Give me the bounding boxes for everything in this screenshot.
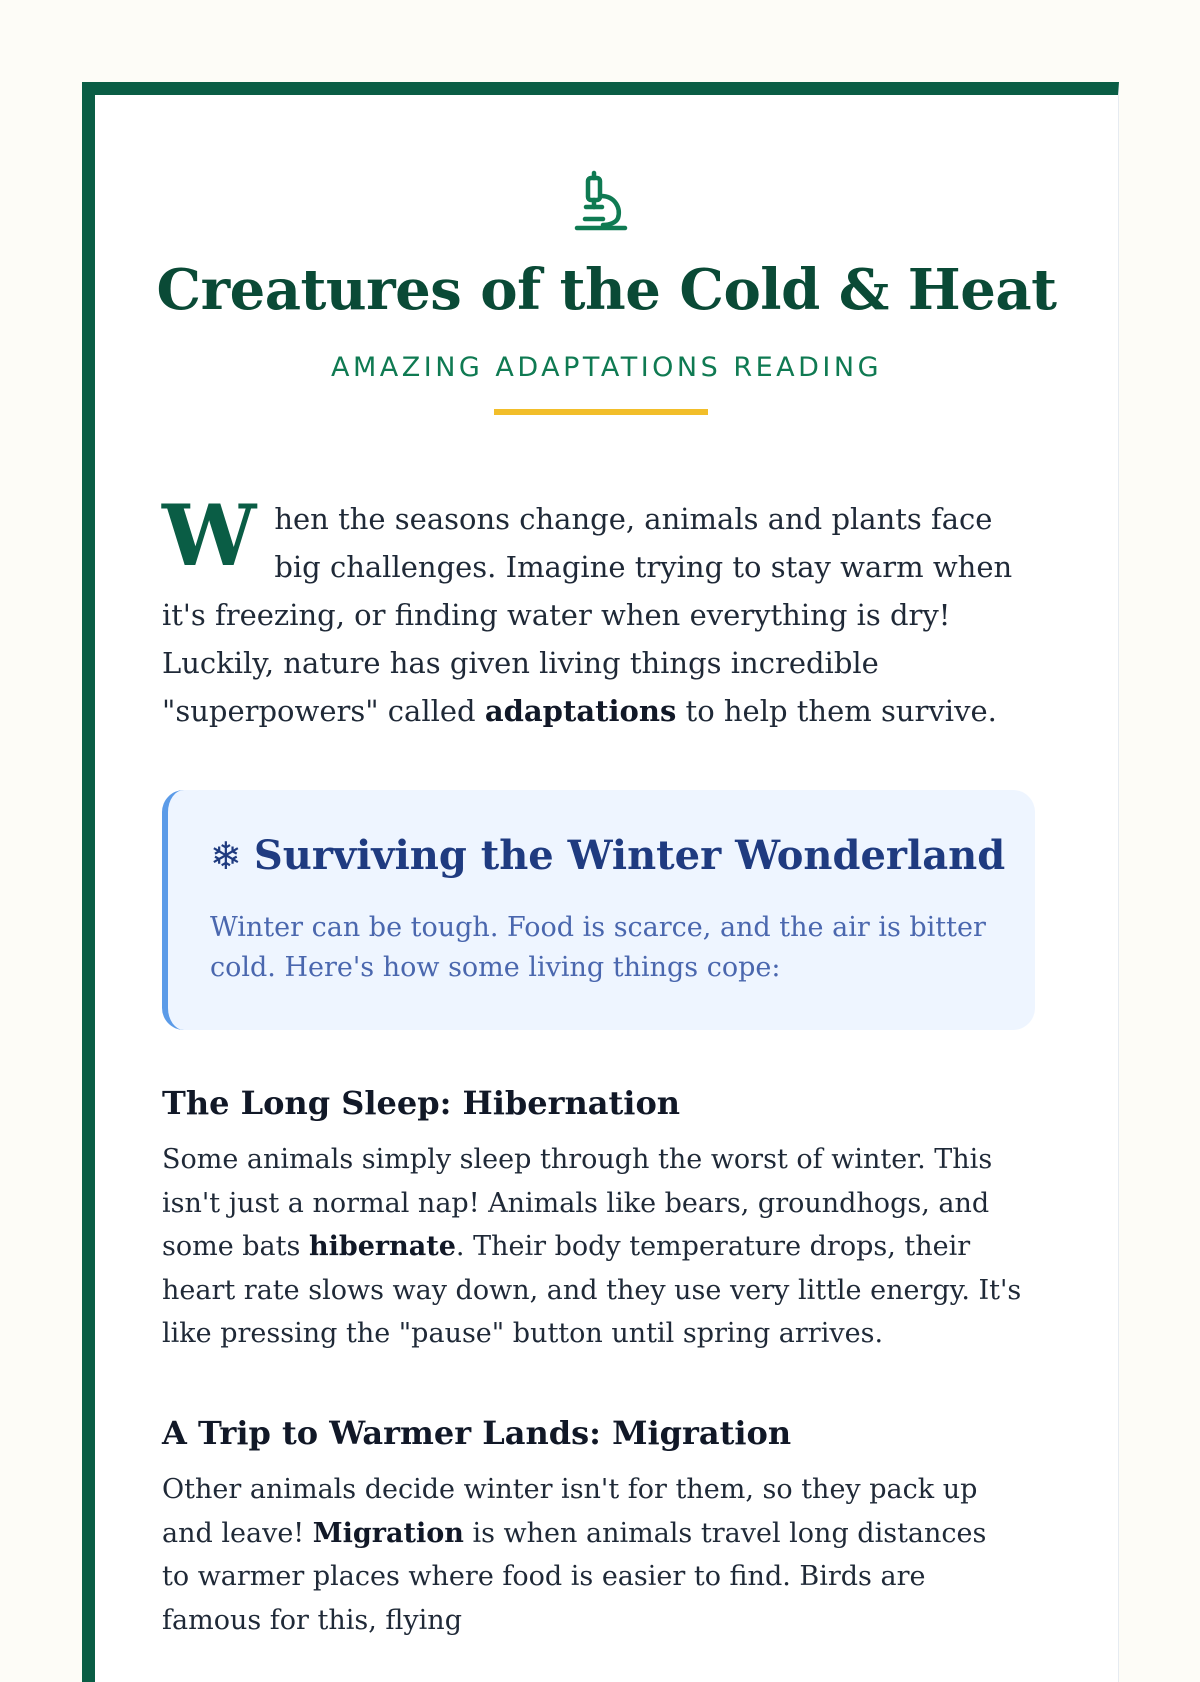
callout-text: Winter can be tough. Food is scarce, and the air is bitter cold. Here's how some living things cope: xyxy=(210,912,986,983)
section-paragraph-hibernation xyxy=(162,1138,1022,1356)
page-title: Creatures of the Cold & Heat xyxy=(156,257,1057,323)
intro-text-start: hen the seasons change, animals and plants face big challenges. Imagine trying to stay warm when it's freezing, or finding water when everything is dry! Luckily, nature has given living things incredible "superpowers" called xyxy=(162,502,1013,728)
section-keyword: Migration xyxy=(312,1517,464,1549)
section-text-end: . Their body temperature drops, their heart rate slows way down, and they use very little energy. It's like pressing the "pause" button until spring arrives. xyxy=(162,1231,1022,1349)
drop-cap: W xyxy=(162,486,257,585)
section-text-start: Some animals simply sleep through the worst of winter. This isn't just a normal nap! Animals like bears, groundhogs, and some bats xyxy=(162,1144,993,1262)
section-heading-hibernation: The Long Sleep: Hibernation xyxy=(162,1084,681,1122)
section-text-end: is when animals travel long distances to warmer places where food is easier to find. Birds are famous for this, flying xyxy=(162,1517,987,1636)
callout-title xyxy=(210,828,1005,884)
section-text-start: Other animals decide winter isn't for them, so they pack up and leave! xyxy=(162,1474,978,1549)
intro-keyword: adaptations xyxy=(484,694,677,728)
section-heading-migration: A Trip to Warmer Lands: Migration xyxy=(162,1414,792,1452)
intro-text-end: to help them survive. xyxy=(676,694,997,728)
callout-title-text: Surviving the Winter Wonderland xyxy=(253,832,1006,879)
microscope-icon xyxy=(571,170,631,234)
reading-card xyxy=(82,82,1119,1682)
section-keyword: hibernate xyxy=(308,1231,456,1262)
page-subtitle: AMAZING ADAPTATIONS READING xyxy=(331,352,882,383)
intro-paragraph xyxy=(162,486,1022,735)
snowflake-icon: ❄ xyxy=(210,834,242,878)
title-divider xyxy=(494,409,708,415)
section-paragraph-migration xyxy=(162,1468,1022,1642)
winter-callout xyxy=(162,790,1035,1030)
